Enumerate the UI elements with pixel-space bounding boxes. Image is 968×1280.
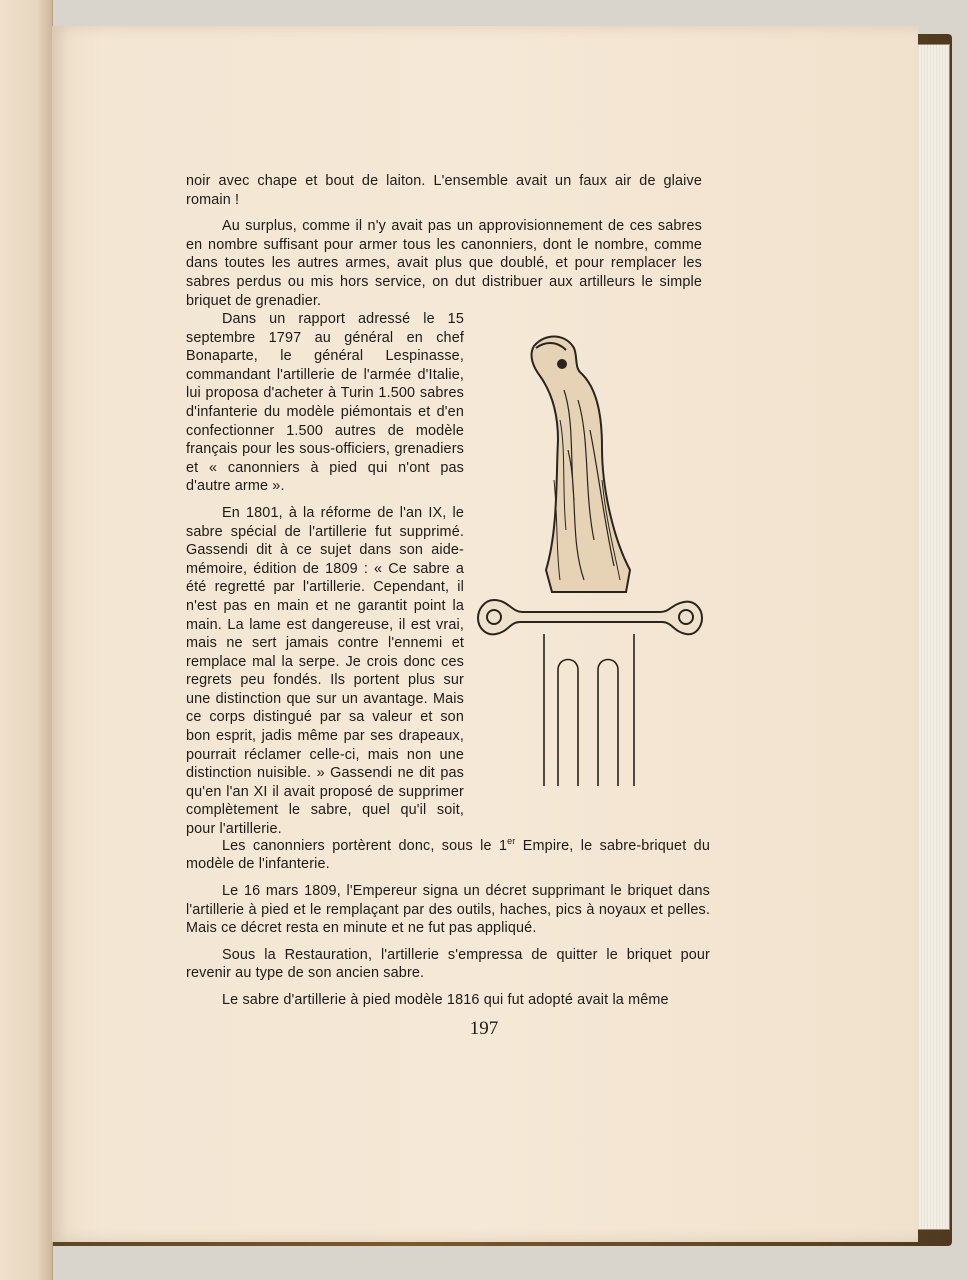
text-block-top xyxy=(186,172,702,318)
text-block-beside-illustration xyxy=(186,310,464,847)
paragraph: Dans un rapport adressé le 15 septembre 1797 au général en chef Bonaparte, le général Lespinasse, commandant l'artillerie de l'armée d'Italie, lui proposa d'acheter à Turin 1.500 sabres d'infanterie du modèle piémontais et d'en confectionner 1.500 autres de modèle français pour les sous-officiers, grenadiers et « canonniers à pied qui n'ont pas d'autre arme ». xyxy=(186,311,464,495)
paragraph: Sous la Restauration, l'artillerie s'empressa de quitter le briquet pour revenir au type de son ancien sabre. xyxy=(186,946,710,982)
page-number: 197 xyxy=(469,1018,499,1039)
left-page-edge xyxy=(0,0,53,1280)
blade xyxy=(544,634,634,786)
paragraph: En 1801, à la réforme de l'an IX, le sabre spécial de l'artillerie fut supprimé. Gassendi dit à ce sujet dans son aide-mémoire, édition de 1809 : « Ce sabre a été regretté par l'artillerie. Cependant, il n'est pas en main et ne garantit point la main. La lame est dangereuse, il est vrai, mais ne sert jamais contre l'ennemi et remplace mal la serpe. Je crois donc ces regrets peu fondés. Ils portent plus sur une distinction que sur un avantage. Mais ce corps distingué par sa valeur et son bon esprit, jadis même par ses drapeaux, pourrait réclamer celle-ci, mais non une distinction nuisible. » Gassendi ne dit pas qu'en l'an XI il avait proposé de supprimer complètement le sabre, quel qu'il soit, pour l'artillerie. xyxy=(186,504,464,838)
superscript: er xyxy=(507,836,516,846)
eagle-head-pommel xyxy=(532,336,630,592)
crossguard xyxy=(478,600,702,634)
paragraph: noir avec chape et bout de laiton. L'ensemble avait un faux air de glaive romain ! xyxy=(186,173,702,208)
paragraph-text: Les canonniers portèrent donc, sous le 1 xyxy=(222,837,508,854)
paragraph-text: Empire, le sabre-briquet du modèle de l'infanterie. xyxy=(186,837,710,873)
sabre-hilt-illustration xyxy=(474,330,704,790)
paragraph xyxy=(186,832,710,874)
text-block-bottom xyxy=(186,832,710,1018)
paragraph: Au surplus, comme il n'y avait pas un approvisionnement de ces sabres en nombre suffisant pour armer tous les canonniers, dont le nombre, comme dans toutes les autres armes, avait plus que doublé, et pour remplacer les sabres perdus ou mis hors service, on dut distribuer aux artilleurs le simple briquet de grenadier. xyxy=(186,218,702,309)
paragraph: Le sabre d'artillerie à pied modèle 1816 qui fut adopté avait la même xyxy=(222,991,669,1008)
paragraph: Le 16 mars 1809, l'Empereur signa un décret supprimant le briquet dans l'artillerie à pied et le remplaçant par des outils, haches, pics à noyaux et pelles. Mais ce décret resta en minute et ne fut pas appliqué. xyxy=(186,882,710,937)
